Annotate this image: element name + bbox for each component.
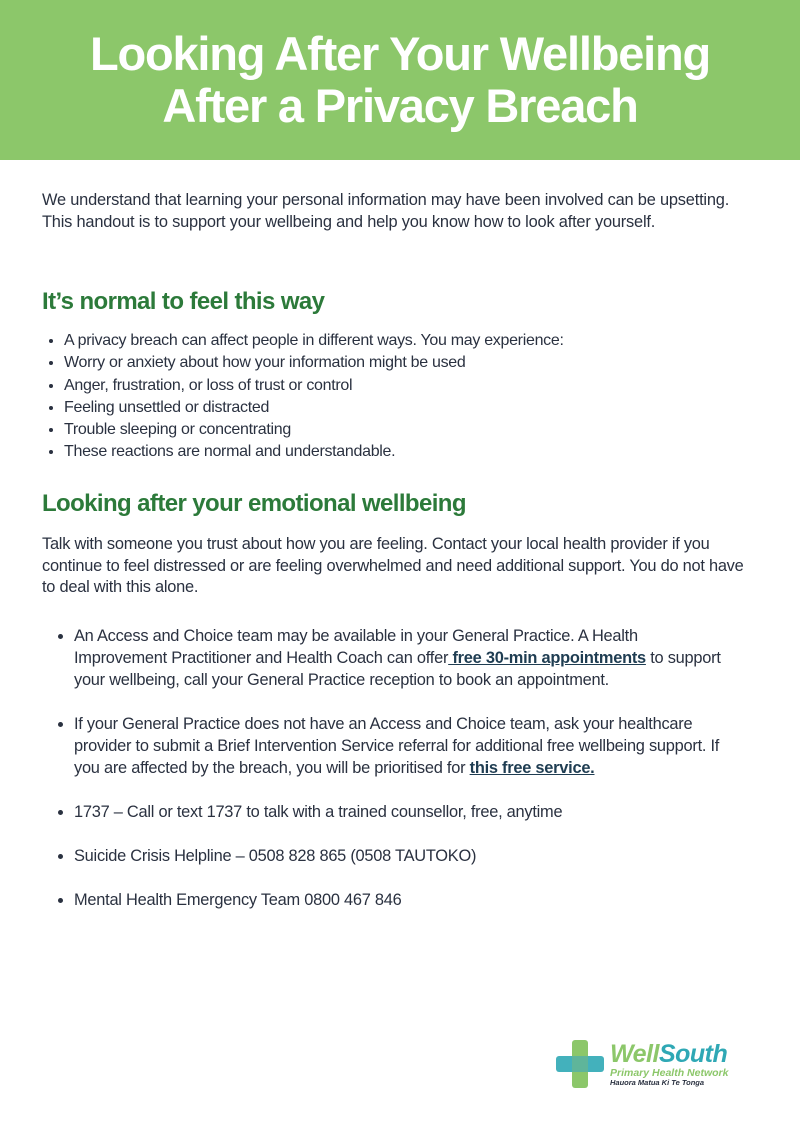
logo-wordmark [610, 1040, 727, 1068]
support-options-list [52, 625, 734, 933]
feelings-list [42, 330, 764, 464]
section-heading-normal-feelings: It’s normal to feel this way [42, 288, 325, 315]
logo-word-south: South [658, 1040, 728, 1068]
list-item-text: to support your wellbeing, call your General Practice reception to book an appointment. [74, 649, 721, 689]
logo-tagline: Primary Health Network [610, 1067, 729, 1079]
page-title-line-2: After a Privacy Breach [162, 79, 638, 132]
list-item: • Worry or anxiety about how your information might be used [64, 352, 764, 374]
intro-paragraph: We understand that learning your personal information may have been involved can be upsetting. This handout is to support your wellbeing and help you know how to look after yourself. [42, 191, 730, 231]
page-title-line-1: Looking After Your Wellbeing [89, 27, 711, 80]
title-banner [0, 0, 800, 160]
wellsouth-logo [556, 1040, 766, 1092]
list-item-access-choice [74, 625, 734, 691]
list-item-suicide-helpline: • Suicide Crisis Helpline – 0508 828 865 (0508 TAUTOKO) [74, 845, 734, 867]
list-item: • These reactions are normal and understandable. [64, 441, 764, 463]
list-item: • Trouble sleeping or concentrating [64, 419, 764, 441]
list-item: • Anger, frustration, or loss of trust or control [64, 375, 764, 397]
support-paragraph: Talk with someone you trust about how you are feeling. Contact your local health provider if you continue to feel distressed or are feeling overwhelmed and need additional support. You do not have to deal with this alone. [42, 535, 744, 596]
list-item-text: If your General Practice does not have an Access and Choice team, ask your healthcare provider to submit a Brief Intervention Service referral for additional free wellbeing support. If you are affected by the breach, you will be prioritised for [74, 715, 720, 777]
list-item-brief-intervention [74, 713, 734, 779]
free-appointments-link[interactable]: free 30-min appointments [448, 649, 646, 667]
list-item: • A privacy breach can affect people in different ways. You may experience: [64, 330, 764, 352]
list-item-1737: • 1737 – Call or text 1737 to talk with a trained counsellor, free, anytime [74, 801, 734, 823]
logo-maori-tagline: Hauora Matua Ki Te Tonga [610, 1078, 705, 1087]
list-item-text: An Access and Choice team may be available in your General Practice. A Health Improvement Practitioner and Health Coach can offer [74, 627, 638, 667]
list-item: • Feeling unsettled or distracted [64, 397, 764, 419]
section-heading-emotional-wellbeing: Looking after your emotional wellbeing [42, 490, 466, 517]
list-item-mental-health-team: • Mental Health Emergency Team 0800 467 846 [74, 889, 734, 911]
logo-word-well: Well [610, 1040, 659, 1068]
health-cross-icon [556, 1040, 604, 1088]
free-service-link[interactable]: this free service. [469, 759, 595, 777]
